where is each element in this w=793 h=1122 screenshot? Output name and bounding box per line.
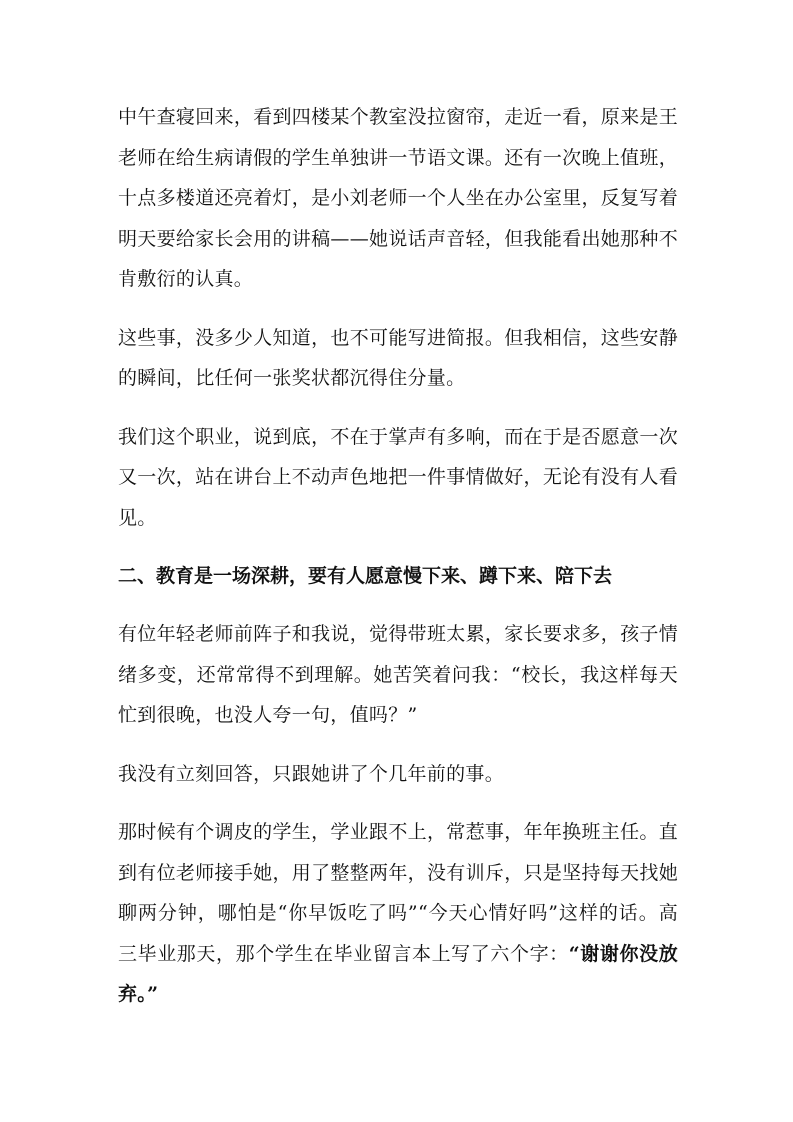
- document-page: [118, 97, 678, 1033]
- body-paragraph: 中午查寝回来，看到四楼某个教室没拉窗帘，走近一看，原来是王老师在给生病请假的学生单独讲一节语文课。还有一次晚上值班，十点多楼道还亮着灯，是小刘老师一个人坐在办公室里，反复写着明天要给家长会用的讲稿——她说话声音轻，但我能看出她那种不肯敷衍的认真。: [118, 106, 678, 290]
- body-text: 那时候有个调皮的学生，学业跟不上，常惹事，年年换班主任。直到有位老师接手她，用了整整两年，没有训斥，只是坚持每天找她聊两分钟，哪怕是“你早饭吃了吗”“今天心情好吗”这样的话。高三毕业那天，那个学生在毕业留言本上写了六个字：: [118, 821, 678, 965]
- body-paragraph-last: [118, 812, 678, 1015]
- section-heading: 二、教育是一场深耕，要有人愿意慢下来、蹲下来、陪下去: [118, 565, 613, 587]
- body-paragraph: 我们这个职业，说到底，不在于掌声有多响，而在于是否愿意一次又一次，站在讲台上不动声色地把一件事情做好，无论有没有人看见。: [118, 425, 678, 529]
- bold-quote: “谢谢你没放弃。”: [118, 942, 679, 1005]
- body-paragraph: 有位年轻老师前阵子和我说，觉得带班太累，家长要求多，孩子情绪多变，还常常得不到理解。她苦笑着问我：“校长，我这样每天忙到很晚，也没人夸一句，值吗？”: [118, 623, 678, 726]
- body-paragraph: 这些事，没多少人知道，也不可能写进简报。但我相信，这些安静的瞬间，比任何一张奖状都沉得住分量。: [118, 326, 678, 389]
- body-paragraph: 我没有立刻回答，只跟她讲了个几年前的事。: [118, 762, 505, 785]
